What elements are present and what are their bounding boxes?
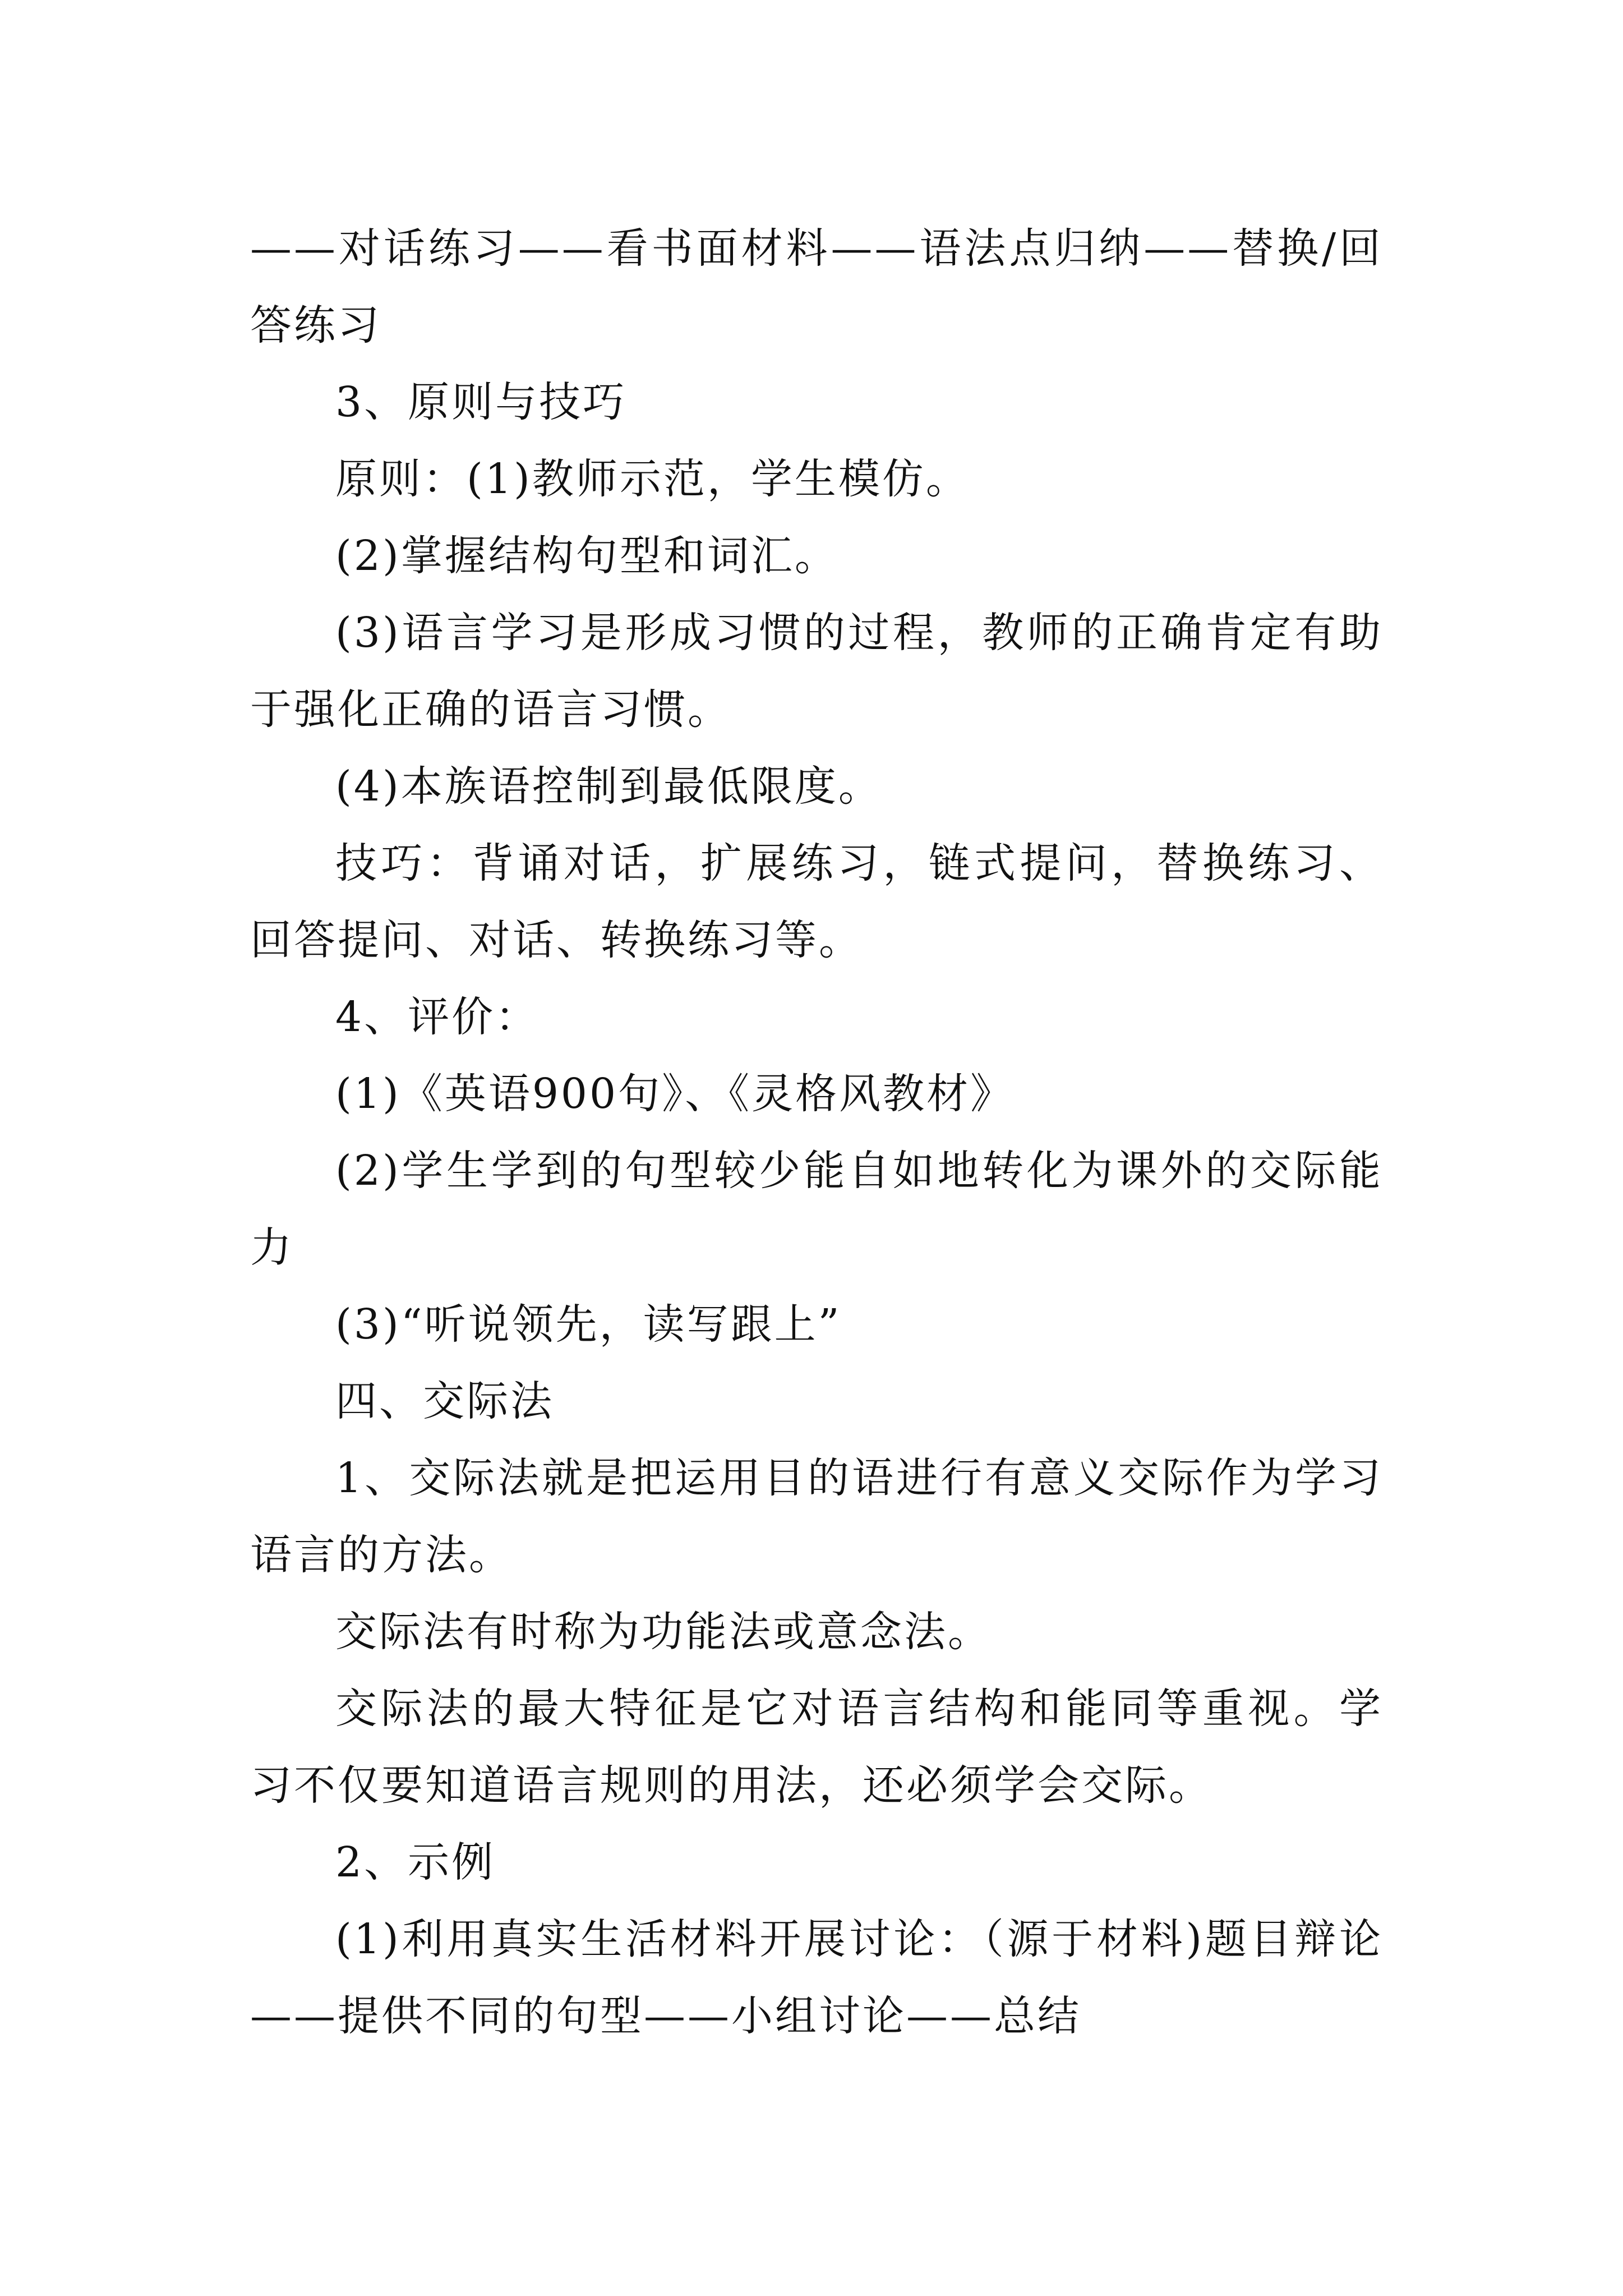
heading-evaluation: 4、评价： bbox=[335, 993, 540, 1041]
paragraph-techniques: 技巧：背诵对话，扩展练习，链式提问，替换练习、回答提问、对话、转换练习等。 bbox=[250, 839, 1383, 964]
paragraph-feature: 交际法的最大特征是它对语言结构和能同等重视。学习不仅要知道语言规则的用法，还必须学会交际。 bbox=[250, 1685, 1383, 1810]
heading-examples: 2、示例 bbox=[335, 1838, 496, 1887]
heading-communicative-approach: 四、交际法 bbox=[335, 1377, 554, 1425]
paragraph-evaluation-3: (3)“听说领先，读写跟上” bbox=[335, 1300, 842, 1349]
paragraph-principle-3: (3)语言学习是形成习惯的过程，教师的正确肯定有助于强化正确的语言习惯。 bbox=[250, 609, 1383, 734]
paragraph-example-1: (1)利用真实生活材料开展讨论：（源于材料)题目辩论——提供不同的句型——小组讨论——总结 bbox=[250, 1915, 1383, 2040]
heading-principles-techniques: 3、原则与技巧 bbox=[335, 378, 627, 426]
paragraph-principle-2: (2)掌握结构句型和词汇。 bbox=[335, 532, 838, 580]
paragraph-principle-1: 原则：(1)教师示范，学生模仿。 bbox=[335, 455, 970, 503]
paragraph-evaluation-1: (1)《英语900句》、《灵格风教材》 bbox=[335, 1070, 1015, 1118]
paragraph-evaluation-2: (2)学生学到的句型较少能自如地转化为课外的交际能力 bbox=[250, 1147, 1383, 1272]
paragraph-dialogue-flow: ——对话练习——看书面材料——语法点归纳——替换/回答练习 bbox=[250, 224, 1383, 349]
document-body bbox=[250, 210, 1383, 2055]
paragraph-alias: 交际法有时称为功能法或意念法。 bbox=[335, 1608, 992, 1656]
paragraph-definition: 1、交际法就是把运用目的语进行有意义交际作为学习语言的方法。 bbox=[250, 1454, 1383, 1579]
paragraph-principle-4: (4)本族语控制到最低限度。 bbox=[335, 762, 882, 811]
